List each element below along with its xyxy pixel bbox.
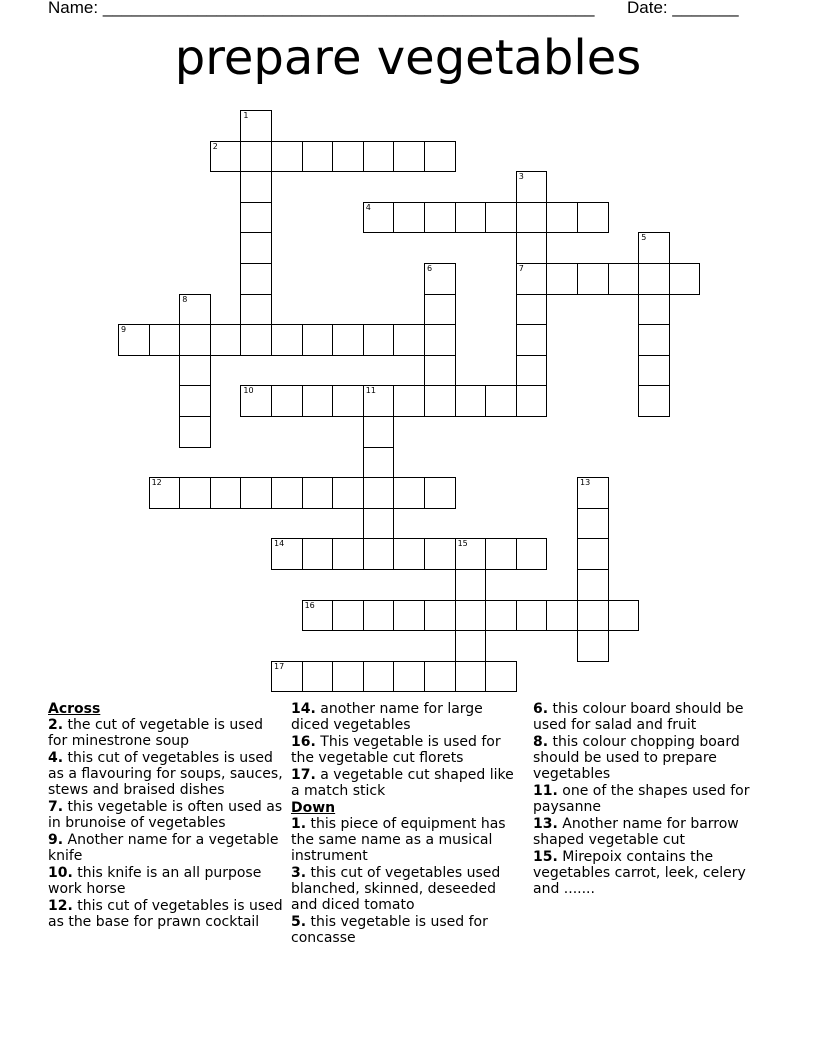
grid-cell[interactable] (393, 385, 425, 417)
grid-cell[interactable] (240, 263, 272, 295)
grid-cell[interactable] (516, 324, 548, 356)
grid-cell[interactable] (577, 263, 609, 295)
grid-cell[interactable] (363, 202, 395, 234)
grid-cell[interactable] (393, 477, 425, 509)
clue-number: 14 (274, 539, 285, 549)
grid-cell[interactable] (638, 385, 670, 417)
grid-cell[interactable] (363, 538, 395, 570)
grid-cell[interactable] (424, 263, 456, 295)
grid-cell[interactable] (516, 538, 548, 570)
grid-cell[interactable] (332, 324, 364, 356)
grid-cell[interactable] (577, 538, 609, 570)
grid-cell[interactable] (424, 477, 456, 509)
grid-cell[interactable] (638, 294, 670, 326)
grid-cell[interactable] (455, 538, 487, 570)
grid-cell[interactable] (240, 294, 272, 326)
grid-cell[interactable] (516, 263, 548, 295)
grid-cell[interactable] (240, 324, 272, 356)
grid-cell[interactable] (240, 141, 272, 173)
grid-cell[interactable] (424, 661, 456, 693)
across-clue-10: 10. this knife is an all purpose work horse (48, 865, 262, 897)
grid-cell[interactable] (240, 110, 272, 142)
grid-cell[interactable] (485, 385, 517, 417)
grid-cell[interactable] (271, 661, 303, 693)
grid-cell[interactable] (302, 324, 334, 356)
grid-cell[interactable] (302, 600, 334, 632)
grid-cell[interactable] (302, 141, 334, 173)
grid-cell[interactable] (516, 171, 548, 203)
grid-cell[interactable] (271, 141, 303, 173)
grid-cell[interactable] (424, 385, 456, 417)
clue-number: 3 (518, 172, 524, 182)
grid-cell[interactable] (485, 600, 517, 632)
grid-cell[interactable] (302, 385, 334, 417)
grid-cell[interactable] (485, 538, 517, 570)
clue-number: 2 (212, 141, 218, 151)
grid-cell[interactable] (363, 508, 395, 540)
down-clue-15: 15. Mirepoix contains the vegetables carrot, leek, celery and ....... (533, 849, 746, 897)
grid-cell[interactable] (393, 202, 425, 234)
date-label: Date: (627, 0, 668, 17)
down-clue-3: 3. this cut of vegetables used blanched, skinned, deseeded and diced tomato (291, 865, 501, 913)
grid-cell[interactable] (424, 600, 456, 632)
grid-cell[interactable] (577, 477, 609, 509)
grid-cell[interactable] (271, 477, 303, 509)
grid-cell[interactable] (271, 385, 303, 417)
grid-cell[interactable] (302, 477, 334, 509)
grid-cell[interactable] (516, 294, 548, 326)
grid-cell[interactable] (210, 141, 242, 173)
down-clue-5: 5. this vegetable is used for concasse (291, 914, 488, 946)
grid-cell[interactable] (363, 661, 395, 693)
grid-cell[interactable] (516, 232, 548, 264)
grid-cell[interactable] (608, 600, 640, 632)
grid-cell[interactable] (424, 324, 456, 356)
grid-cell[interactable] (577, 630, 609, 662)
down-heading: Down (291, 800, 336, 816)
grid-cell[interactable] (271, 324, 303, 356)
grid-cell[interactable] (179, 324, 211, 356)
grid-cell[interactable] (393, 538, 425, 570)
grid-cell[interactable] (363, 385, 395, 417)
grid-cell[interactable] (577, 508, 609, 540)
grid-cell[interactable] (516, 600, 548, 632)
grid-cell[interactable] (516, 202, 548, 234)
down-clue-11: 11. one of the shapes used for paysanne (533, 783, 750, 815)
grid-cell[interactable] (332, 385, 364, 417)
grid-cell[interactable] (424, 141, 456, 173)
grid-cell[interactable] (118, 324, 150, 356)
name-label: Name: (48, 0, 99, 17)
grid-cell[interactable] (424, 538, 456, 570)
name-line: ____________________________________________________ (102, 0, 595, 17)
grid-cell[interactable] (638, 232, 670, 264)
grid-cell[interactable] (179, 294, 211, 326)
grid-cell[interactable] (363, 600, 395, 632)
across-clue-4: 4. this cut of vegetables is used as a flavouring for soups, sauces, stews and braised dishes (48, 750, 283, 798)
grid-cell[interactable] (455, 385, 487, 417)
grid-cell[interactable] (240, 477, 272, 509)
clue-number: 17 (274, 661, 285, 671)
grid-cell[interactable] (332, 538, 364, 570)
grid-cell[interactable] (302, 538, 334, 570)
clue-number: 1 (243, 111, 249, 120)
down-clue-13: 13. Another name for barrow shaped vegetable cut (533, 816, 739, 848)
clue-number: 6 (427, 264, 433, 273)
grid-cell[interactable] (240, 171, 272, 203)
grid-cell[interactable] (577, 202, 609, 234)
grid-cell[interactable] (240, 232, 272, 264)
grid-cell[interactable] (363, 141, 395, 173)
grid-cell[interactable] (638, 263, 670, 295)
down-clue-6: 6. this colour board should be used for salad and fruit (533, 701, 744, 733)
grid-cell[interactable] (516, 385, 548, 417)
date-line: _______ (672, 0, 739, 17)
clue-number: 5 (641, 233, 647, 243)
grid-cell[interactable] (179, 385, 211, 417)
grid-cell[interactable] (363, 416, 395, 448)
grid-cell[interactable] (424, 202, 456, 234)
grid-cell[interactable] (455, 630, 487, 662)
grid-cell[interactable] (516, 355, 548, 387)
grid-cell[interactable] (455, 569, 487, 601)
clue-number: 4 (365, 202, 371, 212)
across-clue-7: 7. this vegetable is often used as in brunoise of vegetables (48, 799, 283, 831)
clue-number: 12 (151, 478, 162, 488)
grid-cell[interactable] (240, 202, 272, 234)
grid-cell[interactable] (240, 385, 272, 417)
grid-cell[interactable] (669, 263, 701, 295)
grid-cell[interactable] (485, 661, 517, 693)
clues-column-2 (291, 701, 525, 947)
grid-cell[interactable] (363, 447, 395, 479)
grid-cell[interactable] (546, 202, 578, 234)
grid-cell[interactable] (179, 416, 211, 448)
grid-cell[interactable] (455, 661, 487, 693)
down-clue-8: 8. this colour chopping board should be used to prepare vegetables (533, 734, 740, 782)
grid-cell[interactable] (363, 324, 395, 356)
clue-number: 8 (182, 294, 188, 304)
grid-cell[interactable] (332, 141, 364, 173)
grid-cell[interactable] (638, 355, 670, 387)
grid-cell[interactable] (179, 477, 211, 509)
across-clue-9: 9. Another name for a vegetable knife (48, 832, 279, 864)
grid-cell[interactable] (179, 355, 211, 387)
across-clue-14: 14. another name for large diced vegetables (291, 701, 483, 733)
grid-cell[interactable] (332, 600, 364, 632)
clue-number: 13 (580, 478, 591, 488)
clue-number: 10 (243, 386, 254, 396)
grid-cell[interactable] (271, 538, 303, 570)
across-clue-12: 12. this cut of vegetables is used as the base for prawn cocktail (48, 898, 283, 930)
grid-cell[interactable] (638, 324, 670, 356)
clue-number: 15 (457, 539, 468, 549)
grid-cell[interactable] (149, 324, 181, 356)
grid-cell[interactable] (332, 477, 364, 509)
grid-cell[interactable] (485, 202, 517, 234)
grid-cell[interactable] (455, 600, 487, 632)
clue-number: 7 (518, 264, 524, 273)
grid-cell[interactable] (393, 661, 425, 693)
grid-cell[interactable] (546, 263, 578, 295)
clue-number: 9 (121, 325, 127, 335)
grid-cell[interactable] (210, 324, 242, 356)
across-clue-17: 17. a vegetable cut shaped like a match stick (291, 767, 514, 799)
grid-cell[interactable] (393, 324, 425, 356)
down-clue-1: 1. this piece of equipment has the same name as a musical instrument (291, 816, 506, 864)
grid-cell[interactable] (332, 661, 364, 693)
across-clue-2: 2. the cut of vegetable is used for minestrone soup (48, 717, 264, 749)
grid-cell[interactable] (302, 661, 334, 693)
grid-cell[interactable] (546, 600, 578, 632)
clue-number: 11 (365, 386, 376, 396)
grid-cell[interactable] (393, 600, 425, 632)
grid-cell[interactable] (363, 477, 395, 509)
page-title: prepare vegetables (174, 30, 642, 86)
grid-cell[interactable] (210, 477, 242, 509)
grid-cell[interactable] (577, 569, 609, 601)
across-heading: Across (48, 701, 101, 717)
grid-cell[interactable] (149, 477, 181, 509)
clues-column-3 (533, 701, 768, 898)
grid-cell[interactable] (393, 141, 425, 173)
clues-column-1 (48, 701, 284, 931)
grid-cell[interactable] (577, 600, 609, 632)
across-clue-16: 16. This vegetable is used for the vegetable cut florets (291, 734, 501, 766)
grid-cell[interactable] (455, 202, 487, 234)
clue-number: 16 (304, 600, 315, 610)
grid-cell[interactable] (424, 355, 456, 387)
grid-cell[interactable] (424, 294, 456, 326)
grid-cell[interactable] (608, 263, 640, 295)
